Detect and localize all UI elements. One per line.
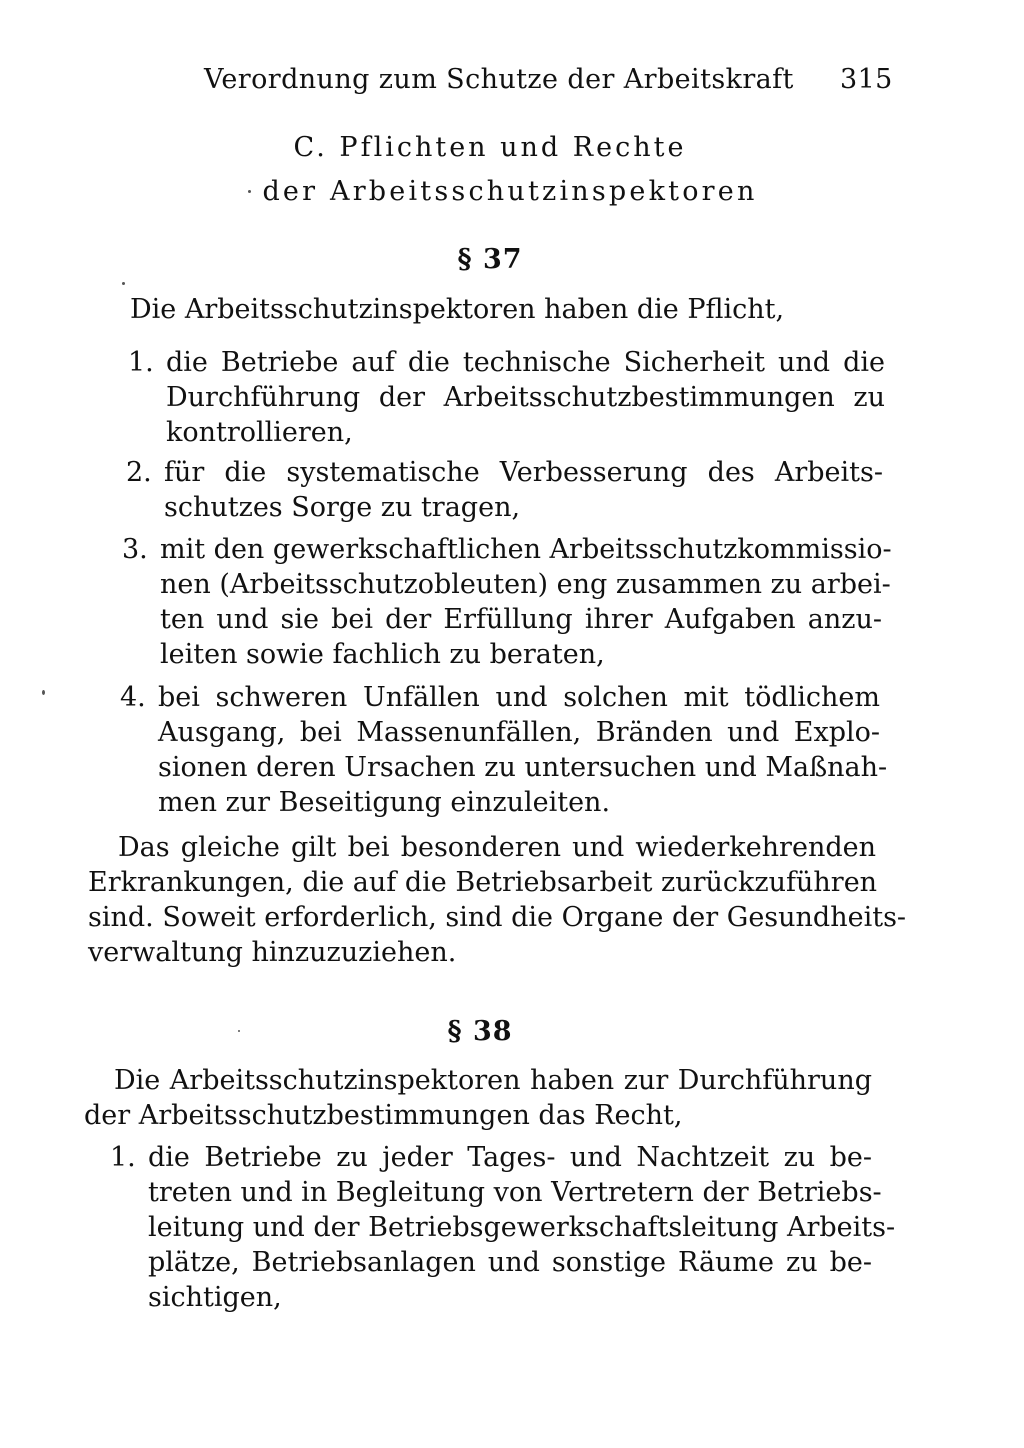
list-item-line: leiten sowie fachlich zu beraten,: [160, 639, 605, 670]
list-item-line: die Betriebe auf die technische Sicherheit und die: [166, 347, 885, 378]
list-item-line: men zur Beseitigung einzuleiten.: [158, 787, 611, 818]
list-item-number: 4.: [120, 682, 146, 713]
list-item-line: ten und sie bei der Erfüllung ihrer Aufgaben anzu-: [160, 604, 882, 635]
list-item-line: leitung und der Betriebsgewerkschaftsleitung Arbeits-: [148, 1212, 896, 1243]
s38-intro-line: Die Arbeitsschutzinspektoren haben zur Durchführung: [114, 1065, 872, 1096]
list-item-body: [148, 1140, 896, 1315]
list-item-body: [166, 345, 885, 450]
closing-line: sind. Soweit erforderlich, sind die Organe der Gesundheits-: [88, 902, 907, 933]
list-item-line: schutzes Sorge zu tragen,: [164, 492, 521, 523]
page-number: 315: [840, 64, 893, 95]
scan-speck: [122, 282, 125, 285]
s37-intro-line: Die Arbeitsschutzinspektoren haben die Pflicht,: [130, 294, 785, 325]
list-item-line: kontrollieren,: [166, 417, 353, 448]
paragraph-sign-38: § 38: [447, 1016, 513, 1047]
list-item-number: 2.: [126, 457, 152, 488]
s38-intro-line: der Arbeitsschutzbestimmungen das Recht,: [84, 1100, 683, 1131]
list-item-line: treten und in Begleitung von Vertretern der Betriebs-: [148, 1177, 882, 1208]
closing-line: Das gleiche gilt bei besonderen und wiederkehrenden: [118, 832, 876, 863]
list-item-body: [160, 532, 892, 672]
list-item-line: für die systematische Verbesserung des Arbeits-: [164, 457, 883, 488]
list-item-number: 1.: [110, 1142, 136, 1173]
list-item-line: Durchführung der Arbeitsschutzbestimmungen zu: [166, 382, 885, 413]
list-item-line: die Betriebe zu jeder Tages- und Nachtzeit zu be-: [148, 1142, 872, 1173]
scan-speck: [42, 690, 45, 695]
list-item-line: nen (Arbeitsschutzobleuten) eng zusammen zu arbei-: [160, 569, 891, 600]
s37-closing-paragraph: [88, 830, 907, 970]
list-item-line: sionen deren Ursachen zu untersuchen und Maßnah-: [158, 752, 888, 783]
list-item-line: Ausgang, bei Massenunfällen, Bränden und Explo-: [158, 717, 880, 748]
scan-speck: [238, 1030, 240, 1032]
paragraph-sign-37: § 37: [457, 244, 523, 275]
s37-intro: [130, 292, 800, 327]
list-item-line: plätze, Betriebsanlagen und sonstige Räume zu be-: [148, 1247, 872, 1278]
list-item-body: [158, 680, 888, 820]
section-heading-line2: der Arbeitsschutzinspektoren: [262, 176, 758, 207]
scan-speck: [248, 190, 251, 193]
list-item-number: 3.: [122, 534, 148, 565]
section-heading-line1: C. Pflichten und Rechte: [293, 132, 687, 163]
s38-intro: [84, 1063, 872, 1133]
list-item-line: mit den gewerkschaftlichen Arbeitsschutzkommissio-: [160, 534, 892, 565]
closing-line: verwaltung hinzuzuziehen.: [88, 937, 457, 968]
list-item-line: sichtigen,: [148, 1282, 282, 1313]
list-item-body: [164, 455, 883, 525]
running-head-title: Verordnung zum Schutze der Arbeitskraft: [204, 64, 794, 95]
list-item-number: 1.: [128, 347, 154, 378]
closing-line: Erkrankungen, die auf die Betriebsarbeit zurückzuführen: [88, 867, 878, 898]
list-item-line: bei schweren Unfällen und solchen mit tödlichem: [158, 682, 880, 713]
